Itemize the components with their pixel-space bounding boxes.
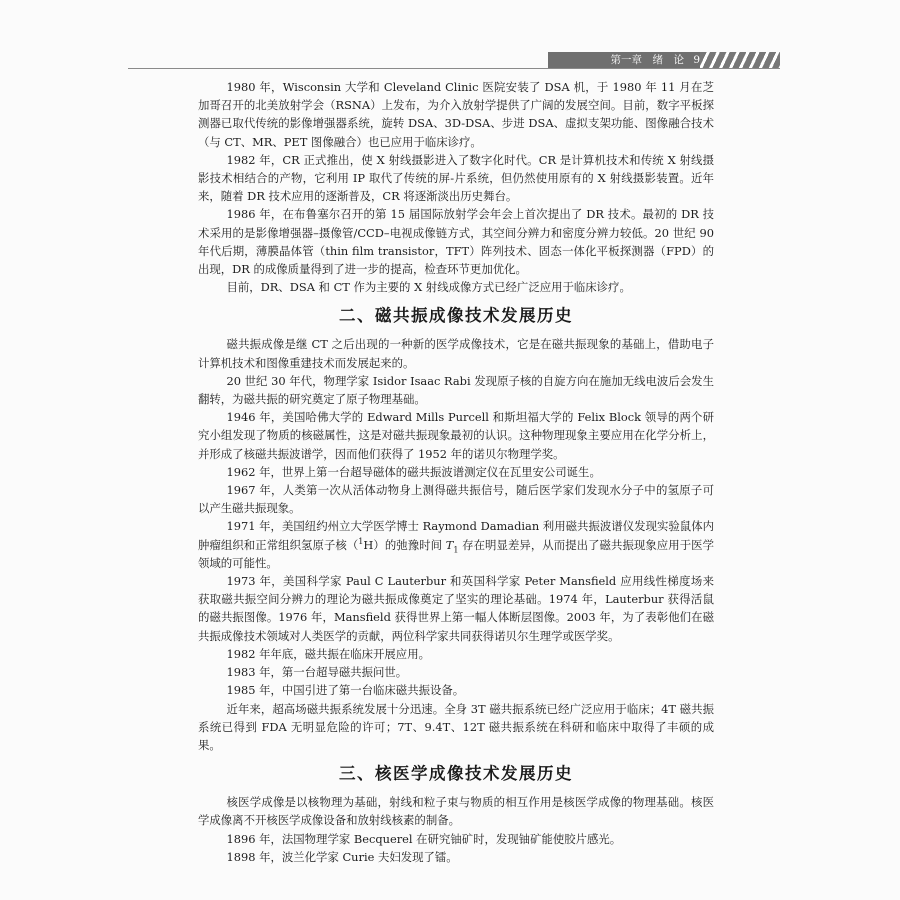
paragraph-1971-part3: 存在明显差异，从而提出了磁共振现象应用于医学领域的可能性。 bbox=[198, 537, 714, 570]
paragraph-1982-end: 1982 年年底，磁共振在临床开展应用。 bbox=[226, 646, 430, 661]
paragraph-nuclear-intro: 核医学成像是以核物理为基础，射线和粒子束与物质的相互作用是核医学成像的物理基础。核医学成像离不开核医学成像设备和放射线核素的制备。 bbox=[198, 795, 714, 828]
paragraph-1967: 1967 年，人类第一次从活体动物身上测得磁共振信号，随后医学家们发现水分子中的氢原子可以产生磁共振现象。 bbox=[198, 483, 714, 516]
paragraph-1973: 1973 年，美国科学家 Paul C Lauterbur 和英国科学家 Peter Mansfield 应用线性梯度场来获取磁共振空间分辨力的理论为磁共振成像奠定了坚实的理论基础。1974 年，Lauterbur 获得活鼠的磁共振图像。1976 年，Mansfield 获得世界上第一幅人体断层图像。2003 年，为了表彰他们在磁共振成像技术领域对人类医学的贡献，两位科学家共同获得诺贝尔生理学或医学奖。 bbox=[198, 574, 714, 643]
paragraph-1980: 1980 年，Wisconsin 大学和 Cleveland Clinic 医院安装了 DSA 机，于 1980 年 11 月在芝加哥召开的北美放射学会（RSNA）上发布，为介入放射学提供了广阔的发展空间。目前，数字平板探测器已取代传统的影像增强器系统，旋转 DSA、3D-DSA、步进 DSA、虚拟支架功能、图像融合技术（与 CT、MR、PET 图像融合）也已应用于临床诊疗。 bbox=[198, 80, 714, 149]
section-heading-nuclear-medicine-history: 三、核医学成像技术发展历史 bbox=[339, 764, 573, 784]
paragraph-1930s: 20 世纪 30 年代，物理学家 Isidor Isaac Rabi 发现原子核的自旋方向在施加无线电波后会发生翻转，为磁共振的研究奠定了原子物理基础。 bbox=[198, 373, 714, 407]
running-title: 第一章 绪 论 bbox=[610, 54, 684, 66]
relaxation-subscript: 1 bbox=[453, 544, 459, 554]
section-heading-mri-history: 二、磁共振成像技术发展历史 bbox=[339, 306, 573, 326]
paragraph-1971-part1: 1971 年，美国纽约州立大学医学博士 Raymond Damadian 利用磁共振波谱仪发现实验鼠体内肿瘤组织和正常组织氢原子核（ bbox=[198, 519, 714, 552]
header-stripe-decoration bbox=[700, 52, 780, 68]
paragraph-1896: 1896 年，法国物理学家 Becquerel 在研究铀矿时，发现铀矿能使胶片感光。 bbox=[226, 831, 622, 846]
paragraph-1983: 1983 年，第一台超导磁共振问世。 bbox=[226, 665, 408, 680]
running-header bbox=[548, 52, 708, 68]
header-rule bbox=[128, 68, 780, 69]
paragraph-recent-high-field: 近年来，超高场磁共振系统发展十分迅速。全身 3T 磁共振系统已经广泛应用于临床；4T 磁共振系统已得到 FDA 无明显危险的许可；7T、9.4T、12T 磁共振系统在科研和临床中取得了丰硕的成果。 bbox=[198, 701, 714, 752]
page-body bbox=[198, 78, 714, 866]
paragraph-mri-intro: 磁共振成像是继 CT 之后出现的一种新的医学成像技术，它是在磁共振现象的基础上，借助电子计算机技术和图像重建技术而发展起来的。 bbox=[198, 337, 714, 370]
paragraph-1898: 1898 年，波兰化学家 Curie 夫妇发现了镭。 bbox=[226, 849, 458, 864]
relaxation-symbol: T bbox=[445, 537, 454, 552]
paragraph-1982: 1982 年，CR 正式推出，使 X 射线摄影进入了数字化时代。CR 是计算机技术和传统 X 射线摄影技术相结合的产物，它利用 IP 取代了传统的屏-片系统，但仍然使用原有的 X 射线摄影装置。近年来，随着 DR 技术应用的逐渐普及，CR 将逐渐淡出历史舞台。 bbox=[198, 152, 714, 204]
isotope-mass-number: 1 bbox=[358, 536, 364, 546]
paragraph-current-xray: 目前，DR、DSA 和 CT 作为主要的 X 射线成像方式已经广泛应用于临床诊疗。 bbox=[226, 280, 631, 295]
paragraph-1971 bbox=[198, 517, 714, 572]
paragraph-1962: 1962 年，世界上第一台超导磁体的磁共振波谱测定仪在瓦里安公司诞生。 bbox=[226, 464, 601, 479]
paragraph-1986: 1986 年，在布鲁塞尔召开的第 15 届国际放射学会年会上首次提出了 DR 技术。最初的 DR 技术采用的是影像增强器–摄像管/CCD–电视成像链方式，其空间分辨力和密度分辨力较低。20 世纪 90 年代后期，薄膜晶体管（thin film transistor，TFT）阵列技术、固态一体化平板探测器（FPD）的出现，DR 的成像质量得到了进一步的提高，检查环节更加优化。 bbox=[198, 207, 714, 277]
page-number: 9 bbox=[693, 54, 700, 66]
paragraph-1985: 1985 年，中国引进了第一台临床磁共振设备。 bbox=[226, 683, 465, 698]
paragraph-1946: 1946 年，美国哈佛大学的 Edward Mills Purcell 和斯坦福大学的 Felix Block 领导的两个研究小组发现了物质的核磁属性，这是对磁共振现象最初的认识。这种物理现象主要应用在化学分析上，并形成了核磁共振波谱学，因而他们获得了 1952 年的诺贝尔物理学奖。 bbox=[198, 410, 714, 461]
paragraph-1971-part2: ）的弛豫时间 bbox=[373, 537, 446, 552]
isotope-element: H bbox=[363, 537, 374, 552]
